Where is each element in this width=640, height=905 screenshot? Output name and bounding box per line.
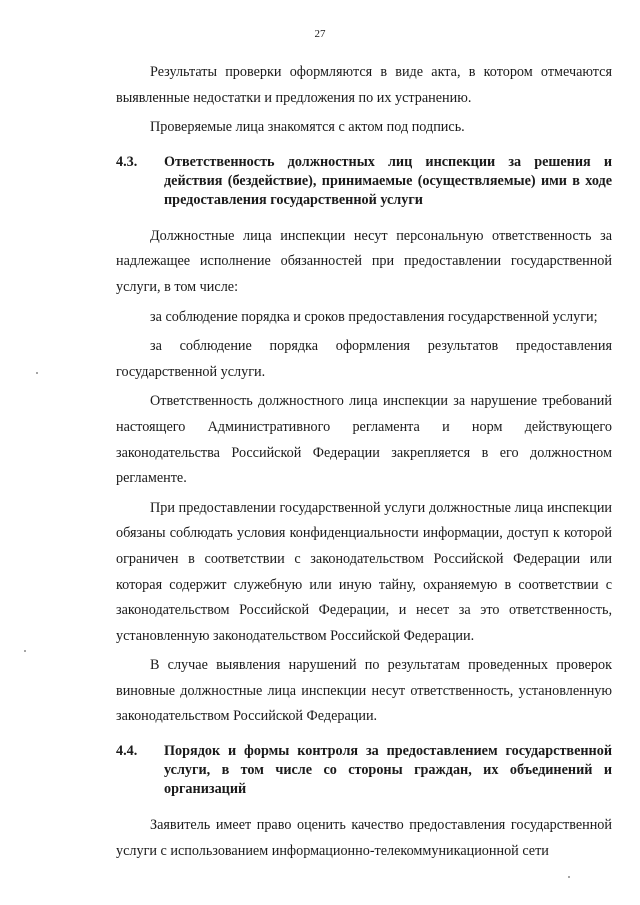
paragraph: Заявитель имеет право оценить качество предоставления государственной услуги с использованием информационно-телекоммуникационной сети: [116, 817, 612, 859]
paragraph: за соблюдение порядка и сроков предоставления государственной услуги;: [150, 308, 598, 325]
document-body: [116, 60, 612, 864]
paragraph: В случае выявления нарушений по результатам проведенных проверок виновные должностные лица инспекции несут ответственность, установленную законодательством Российской Федерации.: [116, 657, 612, 725]
section-heading: [116, 153, 612, 210]
paragraph: При предоставлении государственной услуги должностные лица инспекции обязаны соблюдать условия конфиденциальности информации, доступ к которой ограничен в соответствии с законодательством Российской Федерации или которая содержит служебную или иную тайну, охраняемую в соответствии с законодательством Российской Федерации, и несет за это ответственность, установленную законодательством Российской Федерации.: [116, 499, 612, 644]
paragraph: Проверяемые лица знакомятся с актом под подпись.: [150, 119, 465, 136]
paragraph: Результаты проверки оформляются в виде акта, в котором отмечаются выявленные недостатки и предложения по их устранению.: [116, 64, 612, 106]
section-title: Порядок и формы контроля за предоставлением государственной услуги, в том числе со стороны граждан, их объединений и организаций: [164, 743, 612, 798]
section-title: Ответственность должностных лиц инспекции за решения и действия (бездействие), принимаемые (осуществляемые) ими в ходе предоставления государственной услуги: [164, 153, 612, 208]
scan-speck: [36, 372, 38, 374]
paragraph: Ответственность должностного лица инспекции за нарушение требований настоящего Административного регламента и норм действующего законодательства Российской Федерации закрепляется в его должностном регламенте.: [116, 393, 612, 487]
scan-speck: [568, 876, 570, 878]
section-heading: [116, 742, 612, 799]
section-number: 4.3.: [116, 153, 138, 170]
paragraph: Должностные лица инспекции несут персональную ответственность за надлежащее исполнение обязанностей при предоставлении государственной услуги, в том числе:: [116, 227, 612, 295]
page-number: 27: [314, 28, 326, 40]
scan-speck: [24, 650, 26, 652]
section-number: 4.4.: [116, 743, 138, 760]
paragraph: за соблюдение порядка оформления результатов предоставления государственной услуги.: [116, 338, 612, 380]
